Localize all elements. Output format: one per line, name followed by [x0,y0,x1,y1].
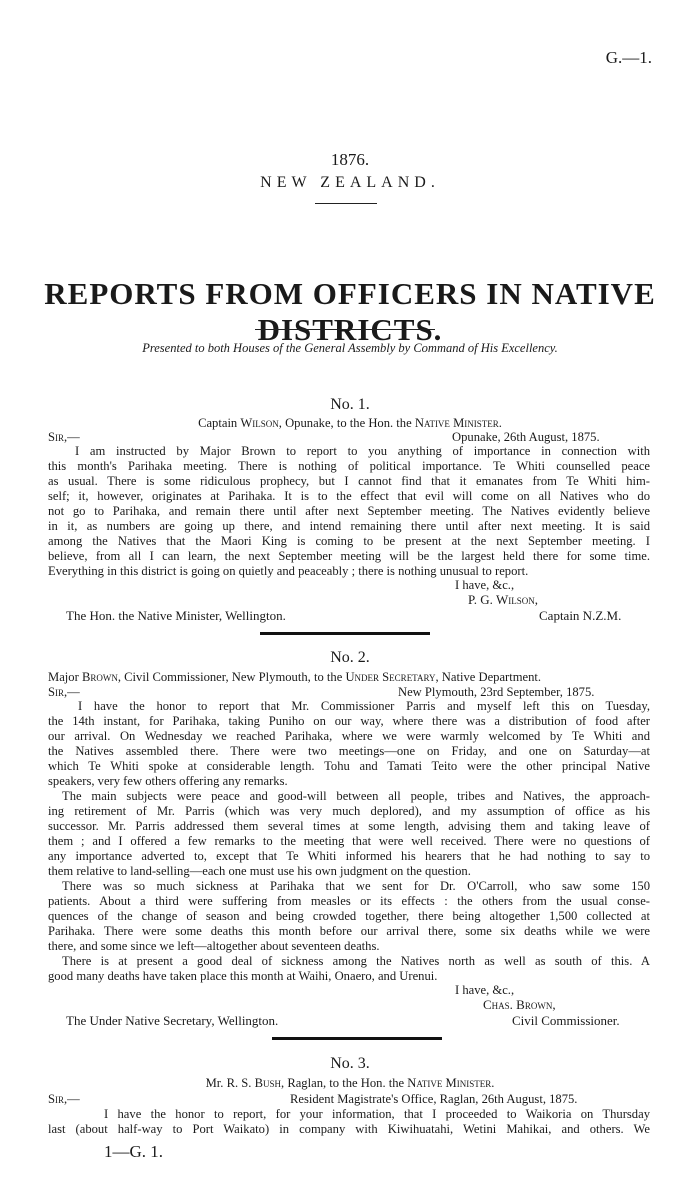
no2-body-line: ing retirement of Mr. Parris (which was very much deplored), and my assumption of office as his [48,804,650,818]
no2-signature: Chas. Brown, [483,997,556,1012]
no3-body-line: last (about half-way to Port Waikato) in company with Kiwihuatahi, Wetini Mahikai, and others. We [48,1122,650,1136]
no2-body-line: them ; and I offered a few remarks to the meeting that were well received. There were no questions of [48,834,650,848]
no1-body-line: as usual. There is some ridiculous prophecy, but I cannot find that it emanates from Te Whiti him- [48,474,650,488]
no1-body-line: self; it, however, originates at Parihaka. It is to the effect that evil will come on all Natives who do [48,489,650,503]
no2-addressee: The Under Native Secretary, Wellington. [66,1013,279,1028]
no1-number: No. 1. [330,396,370,413]
no3-body-line: I have the honor to report, for your information, that I proceeded to Waikoria on Thursday [104,1107,650,1121]
no1-heading: Captain Wilson, Opunake, to the Hon. the Native Minister. [198,416,502,430]
no1-body-line: Everything in this district is going on quietly and peaceably ; there is nothing unusual to report. [48,564,529,578]
no2-body-line: I have the honor to report that Mr. Commissioner Parris and myself left this on Tuesday, [78,699,650,713]
no2-salutation: Sir,— [48,685,80,699]
no2-rank: Civil Commissioner. [512,1013,620,1028]
year: 1876. [330,150,370,169]
no1-signature: P. G. Wilson, [468,592,538,607]
no2-body-line: patients. About a third were suffering from measles or its effects : the others from the usual conse- [48,894,650,908]
no3-place-date: Resident Magistrate's Office, Raglan, 26th August, 1875. [290,1092,578,1106]
no2-closing: I have, &c., [455,983,515,997]
no3-number: No. 3. [330,1055,370,1072]
no2-body-line: speakers, very few others offering any remarks. [48,774,288,788]
no1-body-line: not go to Parihaka, and remain there until after next September meeting. The Natives evidently believe [48,504,650,518]
no2-body-line: Parihaka. There were some deaths this month before our arrival there, some six deaths while we were [48,924,650,938]
no2-body-line: them relative to land-selling—each one must use his own judgment on the question. [48,864,471,878]
no2-body-line: There was so much sickness at Parihaka that we sent for Dr. O'Carroll, who saw some 150 [62,879,650,893]
no1-body-line: I am instructed by Major Brown to report to you anything of importance in connection with [75,444,650,458]
section-divider [260,632,430,635]
no2-place-date: New Plymouth, 23rd September, 1875. [398,685,595,699]
no1-body-line: this month's Parihaka meeting. There is nothing of political importance. Te Whiti counselled peace [48,459,650,473]
no1-rank: Captain N.Z.M. [539,608,622,623]
document-title: REPORTS FROM OFFICERS IN NATIVE DISTRICTS. [44,276,656,347]
no2-body-line: successor. Mr. Parris addressed them several times at some length, advising them and taking leave of [48,819,650,833]
title-rule-short [315,203,377,204]
footer-page-number: 1—G. 1. [104,1142,164,1161]
no2-body-line: there, and some since we left—altogether about seventeen deaths. [48,939,380,953]
no2-heading: Major Brown, Civil Commissioner, New Plymouth, to the Under Secretary, Native Department. [48,670,542,684]
no1-body-line: believe, from all I can learn, the next September meeting will be the largest held there for some time. [48,549,650,563]
no1-salutation: Sir,— [48,430,80,444]
no1-addressee: The Hon. the Native Minister, Wellington. [66,608,286,623]
no3-salutation: Sir,— [48,1092,80,1106]
no2-body-line: the 14th instant, for Parihaka, taking Puniho on our way, where there was a distribution of food after [48,714,650,728]
page-code: G.—1. [605,48,652,67]
no2-number: No. 2. [330,649,370,666]
no3-heading: Mr. R. S. Bush, Raglan, to the Hon. the Native Minister. [205,1076,495,1090]
no2-body-line: any importance adverted to, except that Te Whiti informed his hearers that he had nothing to say to [48,849,650,863]
subtitle-rule [255,329,435,330]
no2-body-line: our arrival. On Wednesday we reached Parihaka, where we were warmly welcomed by Te Whiti and [48,729,650,743]
no1-place-date: Opunake, 26th August, 1875. [452,430,600,444]
document-subtitle: Presented to both Houses of the General Assembly by Command of His Excellency. [142,341,558,355]
no2-body-line: which Te Whiti spoke at considerable length. Tohu and Tamati Teito were the other principal Native [48,759,650,773]
section-divider [272,1037,442,1040]
no2-body-line: the Natives assembled there. There were two meetings—one on Friday, and one on Saturday—at [48,744,650,758]
no2-body-line: good many deaths have taken place this month at Waihi, Onaero, and Urenui. [48,969,438,983]
no2-body-line: There is at present a good deal of sickness among the Natives north as well as south of this. A [62,954,650,968]
no2-body-line: The main subjects were peace and good-will between all people, tribes and Natives, the approach- [62,789,650,803]
no1-closing: I have, &c., [455,578,515,592]
no2-body-line: quences of the change of season and being crowded together, there being altogether 1,500 collected at [48,909,650,923]
country: NEW ZEALAND. [260,174,440,191]
no1-body-line: in it, as numbers are going up there, and intend remaining there until after next meeting. It is said [48,519,650,533]
no1-body-line: among the Natives that the Maori King is coming to be present at the next September meeting. I [48,534,650,548]
